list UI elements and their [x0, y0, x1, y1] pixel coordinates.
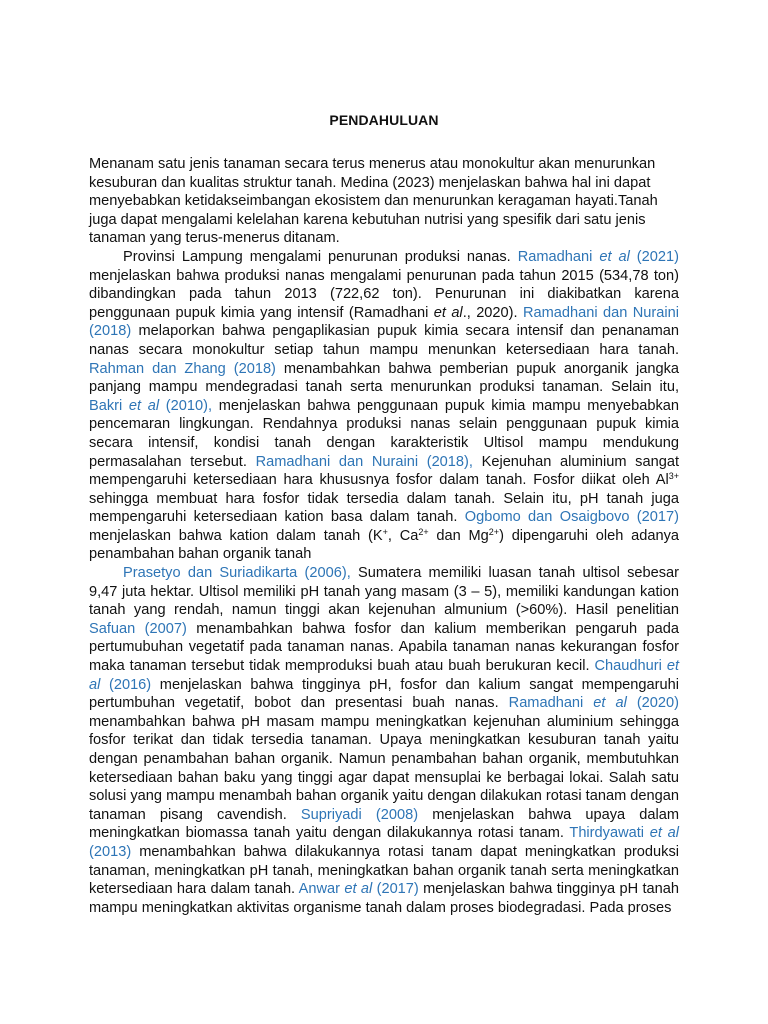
citation-author: Ramadhani	[517, 248, 600, 265]
text-run: menjelaskan bahwa kation dalam tanah (K	[89, 527, 383, 544]
section-title: PENDAHULUAN	[329, 112, 439, 128]
citation-et-al: et al	[128, 397, 160, 414]
citation-author: Anwar	[298, 881, 345, 898]
text-run: sehingga membuat hara fosfor tidak tersedia dalam tanah. Selain itu, pH tanah juga mempengaruhi ketersediaan kation basa dalam tanah.	[89, 490, 679, 526]
superscript-mg-charge: 2+	[488, 526, 500, 537]
citation-et-al: et al	[593, 695, 627, 712]
text-run: , Ca	[387, 527, 419, 544]
text-run: menambahkan bahwa fosfor dan kalium memberikan pengaruh pada pertumubuhan vegetatif pada tanaman nanas. Apabila tanaman nanas kekurangan fosfor maka tanaman tersebut tidak memproduksi buah atau buah berukuran kecil.	[89, 620, 680, 675]
text-run: dan Mg	[428, 527, 489, 544]
intro-paragraph: Menanam satu jenis tanaman secara terus menerus atau monokultur akan menurunkan kesuburan dan kualitas struktur tanah. Medina (2023) menjelaskan bahwa hal ini dapat menyebabkan ketidakseimbangan ekosistem dan menurunkan keragaman hayati.Tanah juga dapat mengalami kelelahan karena kebutuhan nutrisi yang spesifik dari satu jenis tanaman yang terus-menerus ditanam.	[89, 156, 658, 247]
citation-et-al: et al	[89, 658, 679, 693]
citation-author: Thirdyawati	[569, 825, 650, 842]
citation-prasetyo-suriadikarta-2006: Prasetyo dan Suriadikarta (2006),	[123, 565, 351, 582]
text-run: melaporkan bahwa pengaplikasian pupuk kimia secara intensif dan penanaman nanas secara monokultur setiap tahun mampu menunkan ketersediaan hara tanah.	[89, 323, 679, 358]
text-run: menambahkan bahwa pH masam mampu meningkatkan kejenuhan aluminium sehingga fosfor terikat dan tidak tersedia tanaman. Upaya meningkatkan kesuburan tanah yaitu dengan penambahan bahan organik. Namun penambahan bahan organik, membutuhkan ketersediaan bahan baku yang tinggi agar dapat mensuplai ke berbagai lokai. Salah satu solusi yang mampu menambah bahan organik yaitu dengan dilakukan rotasi tanam dengan tanaman pisang cavendish.	[89, 713, 679, 823]
citation-ramadhani-nuraini-2018-b: Ramadhani dan Nuraini (2018),	[255, 453, 473, 470]
text-run: ) dipengaruhi oleh adanya penambahan bahan organik tanah	[89, 527, 679, 563]
paragraph-lampung	[89, 248, 679, 564]
citation-author: Bakri	[89, 397, 129, 414]
citation-ogbomo-osaigbovo-2017: Ogbomo dan Osaigbovo (2017)	[464, 509, 679, 526]
citation-rahman-zhang-2018: Rahman dan Zhang (2018)	[89, 360, 276, 377]
text-run: Sumatera memiliki luasan tanah ultisol sebesar 9,47 juta hektar. Ultisol memiliki pH tanah yang masam (3 – 5), memiliki kandungan kation tanah yang rendah, namun tinggi akan kejenuhan almunium (>60%). Hasil penelitian	[89, 565, 679, 619]
text-run: menjelaskan bahwa penggunaan pupuk kimia mampu menyebabkan pencemaran lingkungan. Rendahnya produksi nanas selain penggunaan pupuk kimia secara intensif, kondisi tanah dengan karakteristik Ultisol mampu mendukung permasalahan tersebut.	[89, 397, 679, 470]
text-run: menambahkan bahwa pemberian pupuk anorganik jangka panjang mampu mendegradasi tanah serta menurunkan produksi tanaman. Selain itu,	[89, 360, 679, 396]
text-run: menjelaskan bahwa tingginya pH, fosfor dan kalium sangat mempengaruhi pertumbuhan vegetatif, bobot dan presentasi buah nanas.	[89, 676, 679, 712]
paragraph-ultisol	[89, 564, 679, 917]
text-run: ., 2020).	[462, 304, 523, 321]
citation-ramadhani-2021	[518, 249, 679, 265]
citation-year: (2010),	[159, 397, 213, 414]
citation-year: (2016)	[100, 676, 152, 693]
text-run: menjelaskan bahwa tingginya pH tanah mampu meningkatkan aktivitas organisme tanah dalam proses biodegradasi. Pada proses	[89, 881, 680, 916]
et-al-text: et al	[433, 304, 463, 321]
citation-anwar-2017	[299, 881, 419, 897]
citation-et-al: et al	[344, 881, 373, 898]
citation-bakri-2010	[89, 398, 212, 414]
citation-year: (2017)	[372, 881, 419, 898]
citation-year: (2021)	[629, 248, 679, 265]
citation-year: (2020)	[626, 695, 680, 712]
citation-supriyadi-2008: Supriyadi (2008)	[300, 806, 419, 823]
superscript-al-charge: 3+	[668, 471, 679, 482]
citation-safuan-2007: Safuan (2007)	[89, 620, 187, 637]
superscript-k-charge: +	[382, 526, 388, 537]
text-run: menambahkan bahwa dilakukannya rotasi tanam dapat meningkatkan produksi tanaman, meningkatkan pH tanah, meningkatkan bahan organik tanah serta meningkatkan ketersediaan hara dalam tanah.	[89, 843, 679, 898]
text-run: menjelaskan bahwa produksi nanas mengalami penurunan pada tahun 2015 (534,78 ton) dibandingkan pada tahun 2013 (722,62 ton). Penurunan ini diakibatkan karena penggunaan pupuk kimia yang intensif (Ramadhani	[89, 267, 679, 321]
superscript-ca-charge: 2+	[418, 526, 429, 537]
citation-et-al: et al	[649, 825, 680, 842]
citation-year: (2013)	[89, 843, 132, 860]
citation-author: Chaudhuri	[594, 658, 667, 675]
citation-author: Ramadhani	[508, 695, 594, 712]
citation-ramadhani-2020	[509, 695, 679, 711]
text-run: Kejenuhan aluminium sangat mempengaruhi ketersediaan hara khususnya fosfor dalam tanah. Fosfor diikat oleh Al	[89, 453, 679, 489]
citation-et-al: et al	[599, 248, 630, 265]
citation-ramadhani-nuraini-2018: Ramadhani dan Nuraini (2018)	[89, 304, 679, 340]
text-run: Provinsi Lampung mengalami penurunan produksi nanas.	[123, 248, 518, 265]
text-run: menjelaskan bahwa upaya dalam meningkatkan biomassa tanah yaitu dengan dilakukannya rotasi tanam.	[89, 806, 679, 842]
